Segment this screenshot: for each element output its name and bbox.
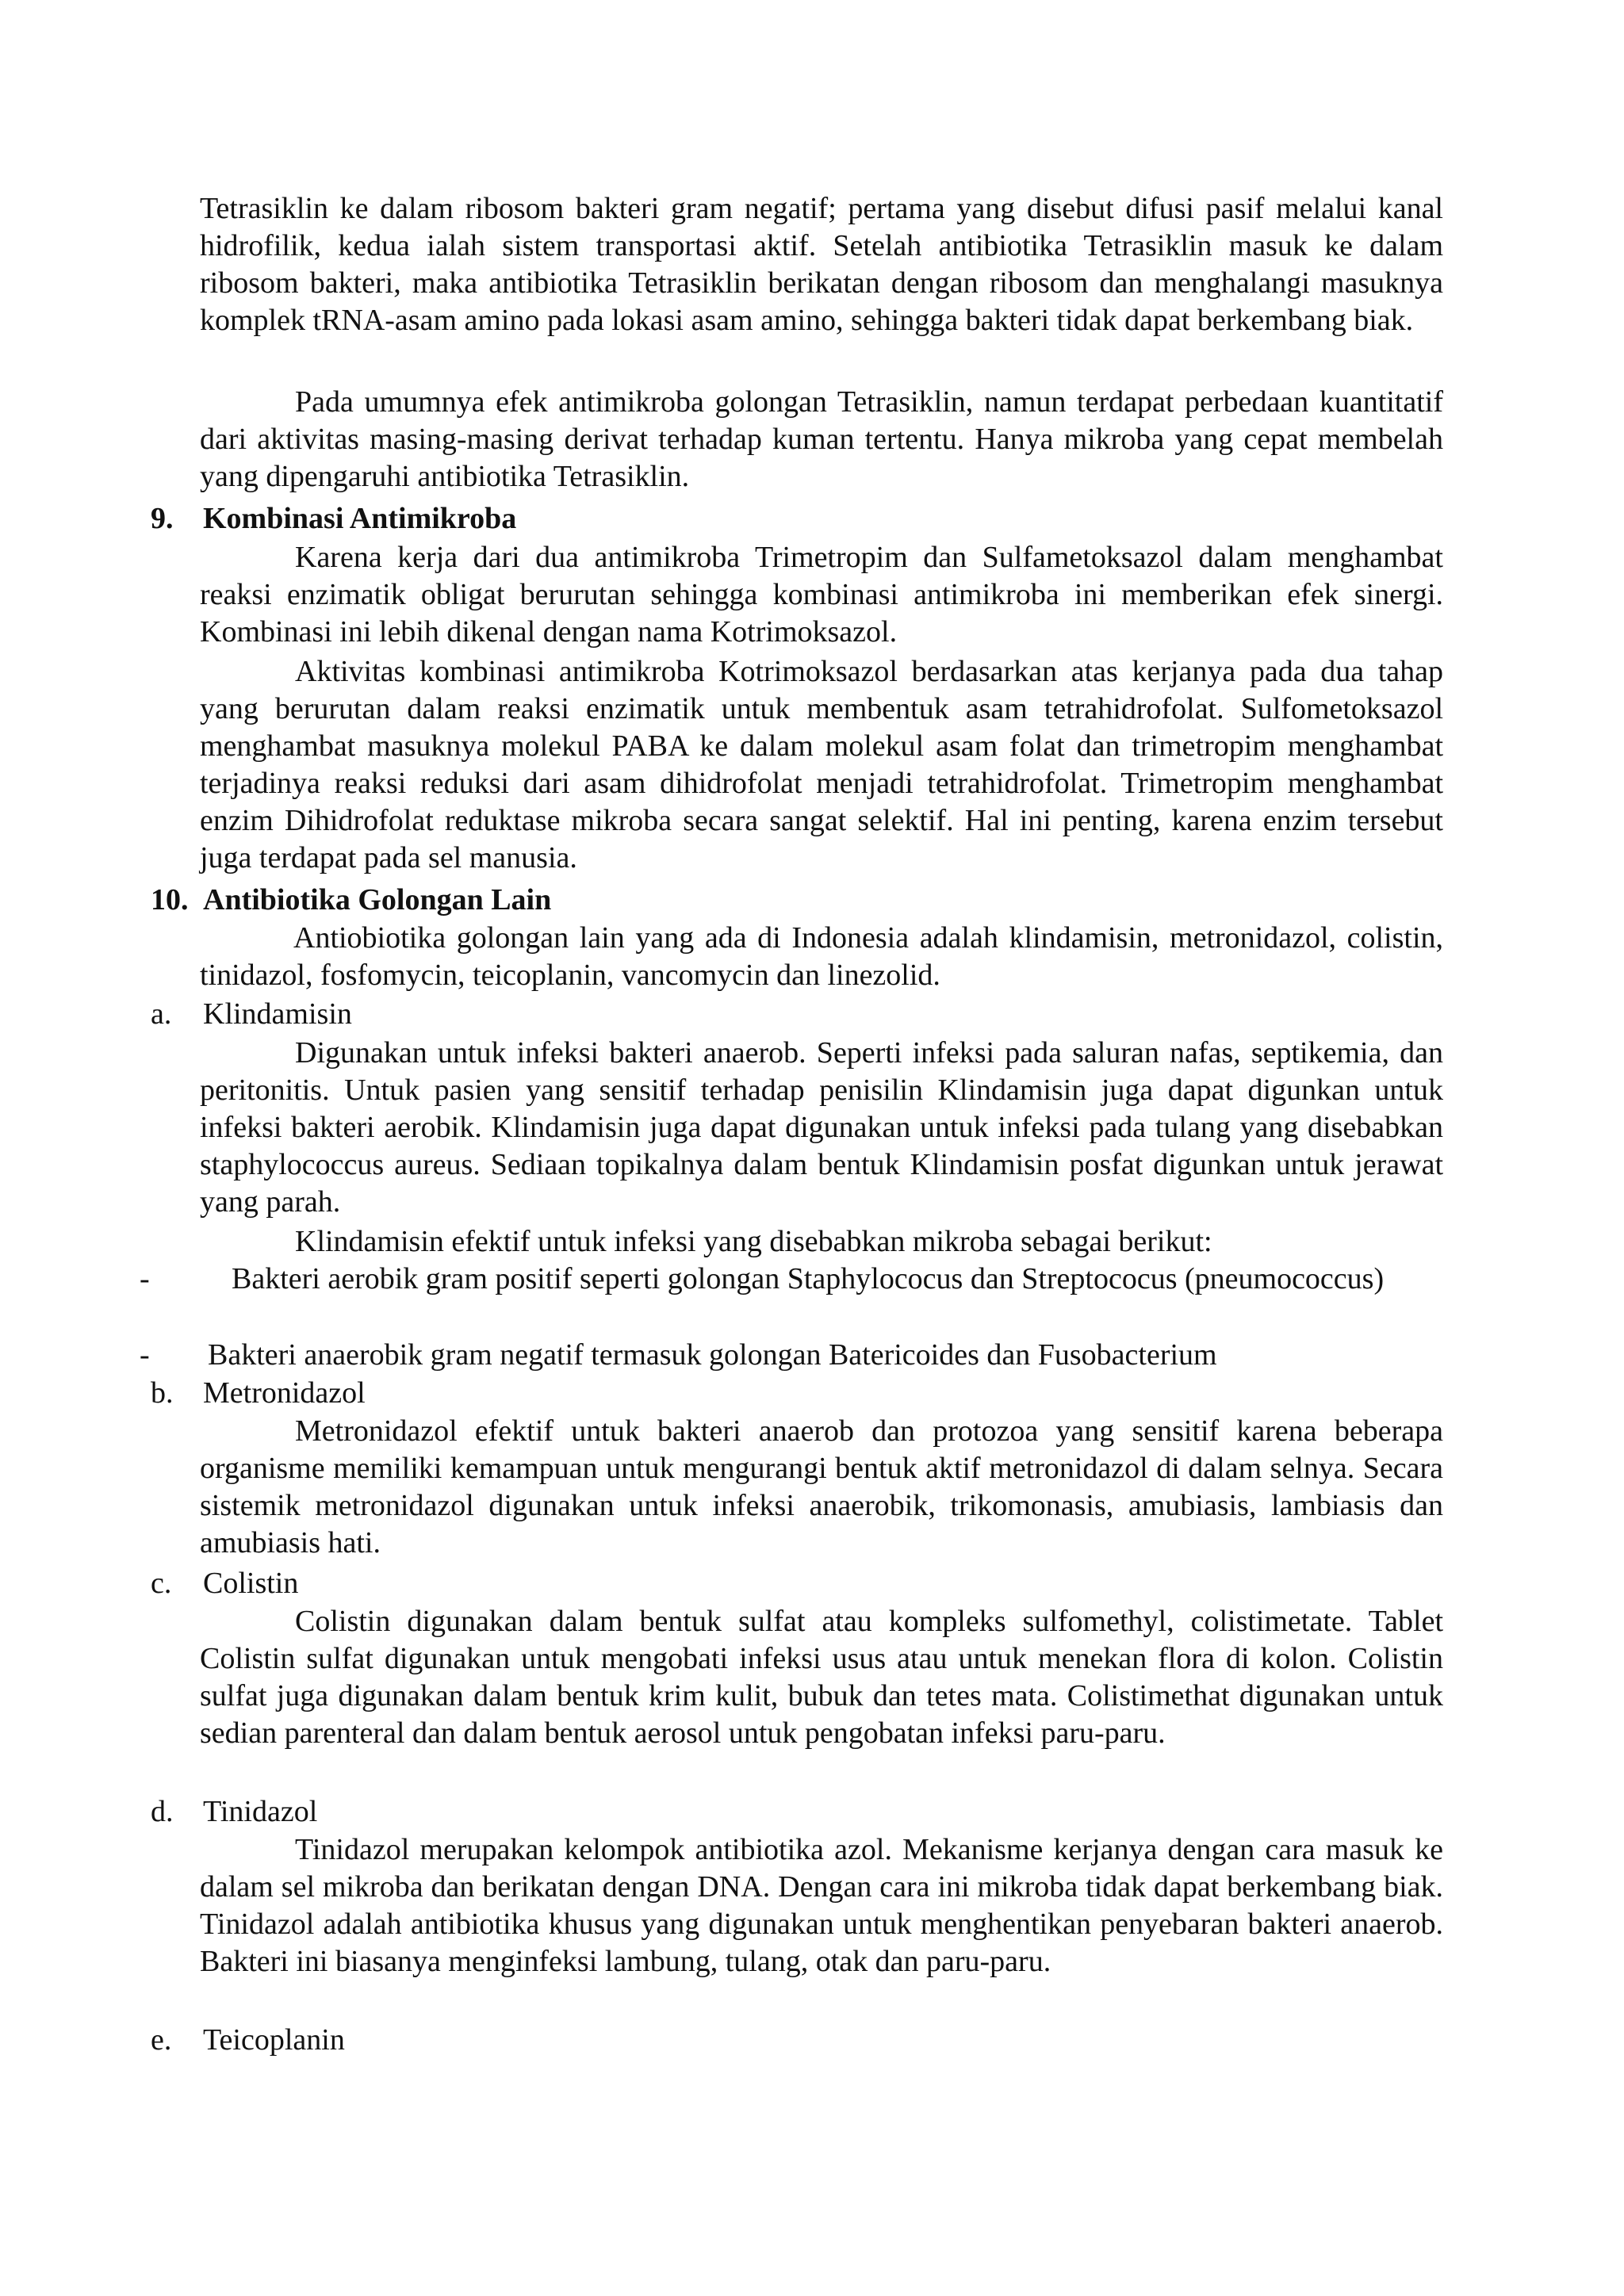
item-letter: b. — [151, 1376, 174, 1410]
heading-antibiotika-golongan-lain — [151, 882, 551, 919]
bullet-dash: - — [140, 1338, 150, 1372]
heading-text: Kombinasi Antimikroba — [203, 502, 517, 535]
paragraph-kotrimoksazol-activity: Aktivitas kombinasi antimikroba Kotrimoksazol berdasarkan atas kerjanya pada dua tahap yang berurutan dalam reaksi enzimatik untuk membentuk asam tetrahidrofolat. Sulfometoksazol menghambat masuknya molekul PABA ke dalam molekul asam folat dan trimetropim menghambat terjadinya reaksi reduksi dari asam dihidrofolat menjadi tetrahidrofolat. Trimetropim menghambat enzim Dihidrofolat reduktase mikroba secara sangat selektif. Hal ini penting, karena enzim tersebut juga terdapat pada sel manusia. — [200, 655, 1443, 874]
bullet-item-aerobik: Bakteri aerobik gram positif seperti golongan Staphylococus dan Streptococus (pneumococcus) — [232, 1262, 1385, 1295]
paragraph-colistin: Colistin digunakan dalam bentuk sulfat atau kompleks sulfomethyl, colistimetate. Tablet Colistin sulfat digunakan untuk mengobati infeksi usus atau untuk menekan flora di kolon. Colistin sulfat juga digunakan dalam bentuk krim kulit, bubuk dan tetes mata. Colistimethat digunakan untuk sedian parenteral dan dalam bentuk aerosol untuk pengobatan infeksi paru-paru. — [200, 1605, 1443, 1750]
paragraph-klindamisin-effective: Klindamisin efektif untuk infeksi yang disebabkan mikroba sebagai berikut: — [295, 1225, 1212, 1258]
list-item-tinidazol — [151, 1793, 317, 1831]
item-letter: c. — [151, 1567, 172, 1600]
paragraph-tetrasiklin-mechanism: Tetrasiklin ke dalam ribosom bakteri gram negatif; pertama yang disebut difusi pasif melalui kanal hidrofilik, kedua ialah sistem transportasi aktif. Setelah antibiotika Tetrasiklin masuk ke dalam ribosom bakteri, maka antibiotika Tetrasiklin berikatan dengan ribosom dan menghalangi masuknya komplek tRNA-asam amino pada lokasi asam amino, sehingga bakteri tidak dapat berkembang biak. — [200, 192, 1443, 337]
item-title: Klindamisin — [203, 997, 352, 1031]
item-letter: a. — [151, 997, 172, 1031]
heading-kombinasi-antimikroba — [151, 500, 516, 538]
heading-number: 9. — [151, 502, 174, 535]
item-title: Colistin — [203, 1567, 299, 1600]
heading-number: 10. — [151, 883, 189, 916]
item-title: Metronidazol — [203, 1376, 366, 1410]
paragraph-kombinasi-intro: Karena kerja dari dua antimikroba Trimetropim dan Sulfametoksazol dalam menghambat reaksi enzimatik obligat berurutan sehingga kombinasi antimikroba ini memberikan efek sinergi. Kombinasi ini lebih dikenal dengan nama Kotrimoksazol. — [200, 541, 1443, 649]
paragraph-klindamisin-use: Digunakan untuk infeksi bakteri anaerob. Seperti infeksi pada saluran nafas, septikemia, dan peritonitis. Untuk pasien yang sensitif terhadap penisilin Klindamisin juga dapat digunkan untuk infeksi bakteri aerobik. Klindamisin juga dapat digunakan untuk infeksi pada tulang yang disebabkan staphylococcus aureus. Sediaan topikalnya dalam bentuk Klindamisin posfat digunkan untuk jerawat yang parah. — [200, 1036, 1443, 1219]
list-item-colistin — [151, 1565, 298, 1602]
list-item-klindamisin — [151, 996, 352, 1033]
paragraph-tinidazol: Tinidazol merupakan kelompok antibiotika azol. Mekanisme kerjanya dengan cara masuk ke dalam sel mikroba dan berikatan dengan DNA. Dengan cara ini mikroba tidak dapat berkembang biak. Tinidazol adalah antibiotika khusus yang digunakan untuk menghentikan penyebaran bakteri anaerob. Bakteri ini biasanya menginfeksi lambung, tulang, otak dan paru-paru. — [200, 1833, 1443, 1978]
paragraph-metronidazol: Metronidazol efektif untuk bakteri anaerob dan protozoa yang sensitif karena beberapa organisme memiliki kemampuan untuk mengurangi bentuk aktif metronidazol di dalam selnya. Secara sistemik metronidazol digunakan untuk infeksi anaerobik, trikomonasis, amubiasis, lambiasis dan amubiasis hati. — [200, 1414, 1443, 1559]
bullet-item-anaerobik: Bakteri anaerobik gram negatif termasuk golongan Batericoides dan Fusobacterium — [208, 1338, 1217, 1372]
item-title: Tinidazol — [203, 1795, 318, 1828]
heading-text: Antibiotika Golongan Lain — [203, 883, 552, 916]
paragraph-tetrasiklin-effect: Pada umumnya efek antimikroba golongan Tetrasiklin, namun terdapat perbedaan kuantitatif dari aktivitas masing-masing derivat terhadap kuman tertentu. Hanya mikroba yang cepat membelah yang dipengaruhi antibiotika Tetrasiklin. — [200, 385, 1443, 493]
item-title: Teicoplanin — [203, 2023, 345, 2057]
bullet-dash: - — [140, 1262, 150, 1295]
item-letter: d. — [151, 1795, 174, 1828]
paragraph-golongan-lain-intro: Antiobiotika golongan lain yang ada di Indonesia adalah klindamisin, metronidazol, colistin, tinidazol, fosfomycin, teicoplanin, vancomycin dan linezolid. — [200, 921, 1443, 992]
list-item-metronidazol — [151, 1375, 366, 1412]
list-item-teicoplanin — [151, 2022, 345, 2059]
item-letter: e. — [151, 2023, 172, 2057]
